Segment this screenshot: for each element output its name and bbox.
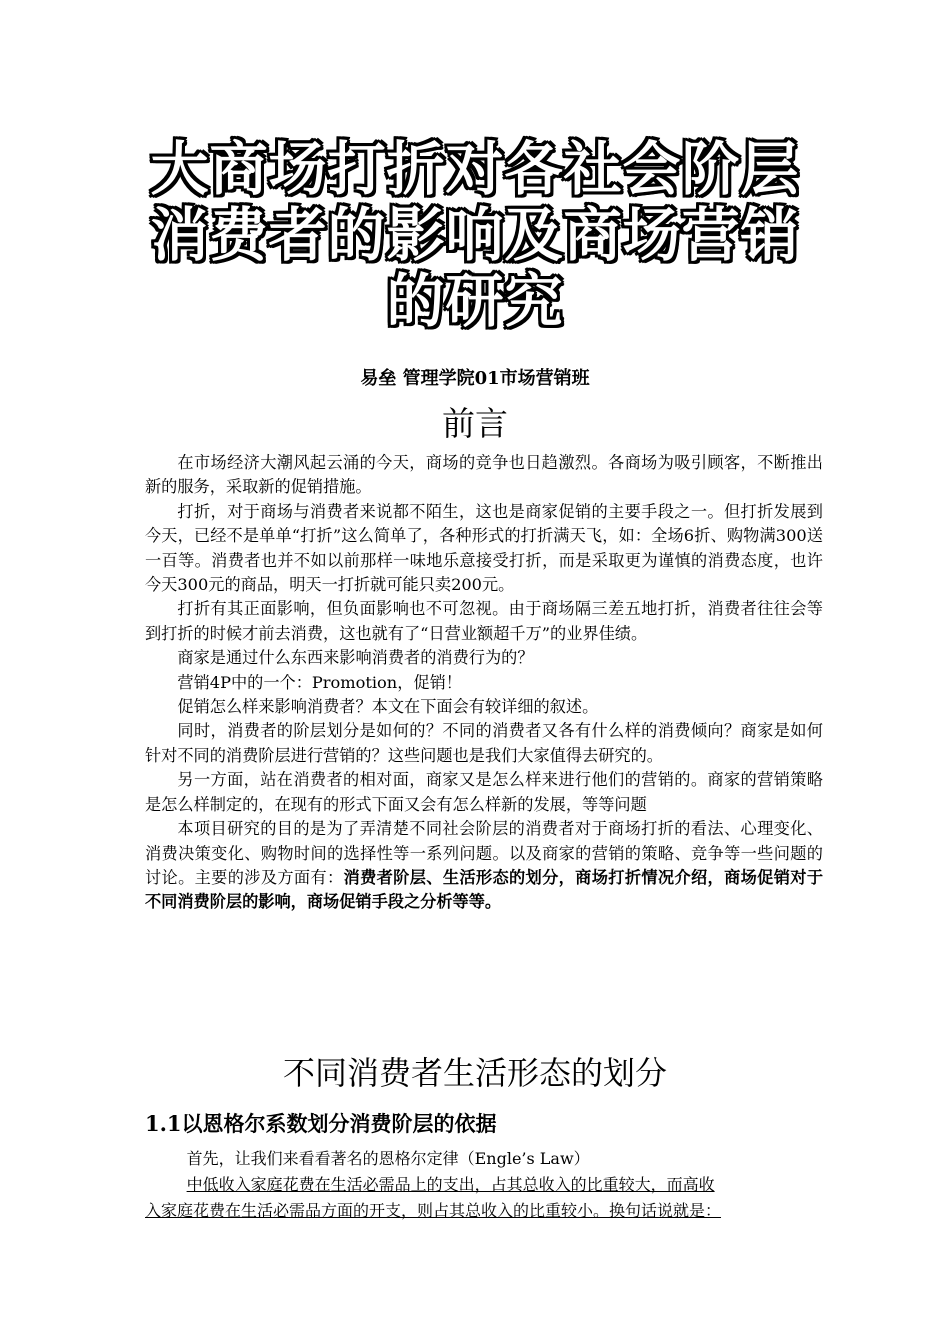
paragraph: 另一方面，站在消费者的相对面，商家又是怎么样来进行他们的营销的。商家的营销策略是怎么样制定的，在现有的形式下面又会有怎么样新的发展，等等问题 xyxy=(145,770,823,814)
engel-law-line-1: 中低收入家庭花费在生活必需品上的支出，占其总收入的比重较大，而高收 xyxy=(186,1175,715,1194)
title-line-3: 的研究 xyxy=(386,267,564,335)
paragraph: 营销4P中的一个：Promotion，促销！ xyxy=(177,672,462,692)
preface-body xyxy=(145,451,823,915)
paragraph: 促销怎么样来影响消费者？本文在下面会有较详细的叙述。 xyxy=(177,697,599,717)
author-line: 易垒 管理学院01市场营销班 xyxy=(360,368,590,389)
engel-law-line-2: 入家庭花费在生活必需品方面的开支，则占其总收入的比重较小。换句话说就是： xyxy=(145,1201,722,1220)
subsection-heading: 1.1以恩格尔系数划分消费阶层的依据 xyxy=(145,1111,497,1136)
objective-text: 本项目研究的目的是为了弄清楚不同社会阶层的消费者对于商场打折的看法、心理变化、消费决策变化、购物时间的选择性等一系列问题。以及商家的营销的策略、竞争等一些问题的讨论。主要的涉及方面有： xyxy=(145,819,823,887)
title-line-2: 消费者的影响及商场营销 xyxy=(150,201,800,269)
paragraph-objective xyxy=(145,817,823,915)
preface-heading: 前言 xyxy=(442,404,508,443)
paragraph: 商家是通过什么东西来影响消费者的消费行为的？ xyxy=(177,648,534,668)
paragraph: 同时，消费者的阶层划分是如何的？不同的消费者又各有什么样的消费倾向？商家是如何针对不同的消费阶层进行营销的？这些问题也是我们大家值得去研究的。 xyxy=(145,721,823,765)
title-line-1: 大商场打折对各社会阶层 xyxy=(150,135,800,203)
objective-topics-bold: 消费者阶层、生活形态的划分，商场打折情况介绍，商场促销对于不同消费阶层的影响，商场促销手段之分析等等。 xyxy=(145,867,824,912)
paragraph: 在市场经济大潮风起云涌的今天，商场的竞争也日趋激烈。各商场为吸引顾客，不断推出新的服务，采取新的促销措施。 xyxy=(145,453,823,497)
section-heading: 不同消费者生活形态的划分 xyxy=(282,1054,667,1092)
paragraph: 打折，对于商场与消费者来说都不陌生，这也是商家促销的主要手段之一。但打折发展到今天，已经不是单单“打折”这么简单了，各种形式的打折满天飞，如：全场6折、购物满300送一百等。消费者也并不如以前那样一味地乐意接受打折，而是采取更为谨慎的消费态度，也许今天300元的商品，明天一打折就可能只卖200元。 xyxy=(145,501,823,595)
section-body xyxy=(145,1146,835,1224)
paragraph: 打折有其正面影响，但负面影响也不可忽视。由于商场隔三差五地打折，消费者往往会等到打折的时候才前去消费，这也就有了“日营业额超千万”的业界佳绩。 xyxy=(145,599,823,643)
section-intro: 首先，让我们来看看著名的恩格尔定律（Engle’s Law） xyxy=(186,1149,590,1168)
